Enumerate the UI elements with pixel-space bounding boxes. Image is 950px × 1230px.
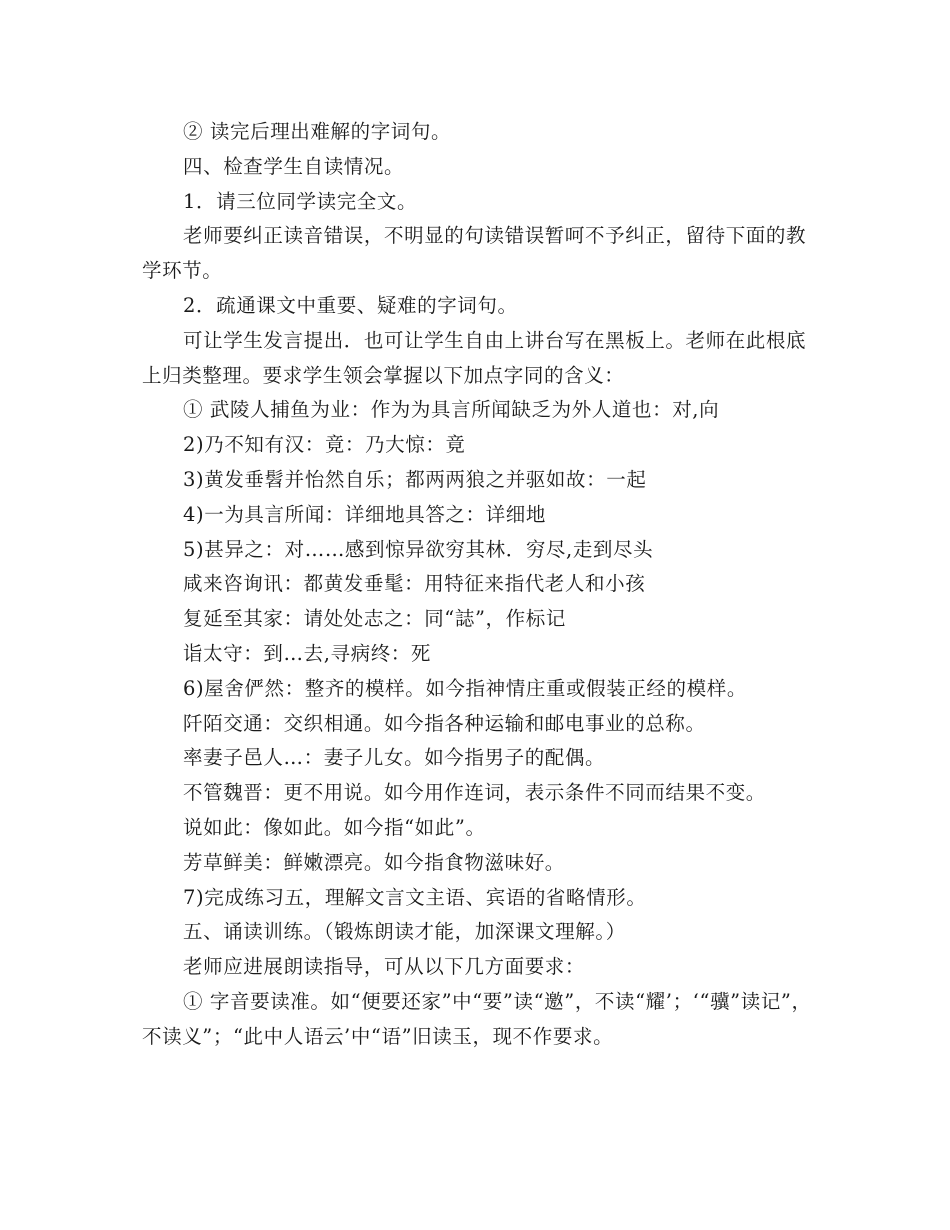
paragraph: 5)甚异之：对……感到惊异欲穷其林．穷尽,走到尽头 [183, 537, 654, 561]
paragraph: 五、诵读训练。（锻炼朗读才能，加深课文理解。） [183, 920, 626, 944]
paragraph: 3)黄发垂髫并怡然自乐；都两两狼之并驱如故：一起 [183, 467, 647, 491]
paragraph: 四、检查学生自读情况。 [183, 154, 405, 178]
paragraph: 老师应进展朗读指导，可从以下几方面要求： [183, 955, 586, 979]
paragraph: 2)乃不知有汉：竟：乃大惊：竟 [183, 433, 466, 457]
paragraph: 2．疏通课文中重要、疑难的字词句。 [183, 293, 518, 317]
paragraph: 诣太守：到…去,寻病终：死 [183, 641, 431, 665]
document-body [142, 115, 822, 1055]
paragraph: 阡陌交通：交织相通。如今指各种运输和邮电事业的总称。 [183, 711, 706, 735]
paragraph: 芳草鲜美：鲜嫩漂亮。如今指食物滋味好。 [183, 850, 565, 874]
paragraph: ② 读完后理出难解的字词句。 [183, 120, 452, 143]
paragraph: 可让学生发言提出．也可让学生自由上讲台写在黑板上。老师在此根底上归类整理。要求学生领会掌握以下加点字同的含义： [142, 328, 807, 387]
paragraph: 咸来咨询讯：都黄发垂髦：用特征来指代老人和小孩 [183, 572, 646, 596]
paragraph: 率妻子邑人…：妻子儿女。如今指男子的配偶。 [183, 746, 606, 770]
paragraph: ① 武陵人捕鱼为业：作为为具言所闻缺乏为外人道也：对,向 [183, 398, 720, 422]
paragraph: 1．请三位同学读完全文。 [183, 189, 418, 213]
paragraph: 7)完成练习五，理解文言文主语、宾语的省略情形。 [183, 885, 647, 909]
paragraph: 老师要纠正读音错误，不明显的句读错误暂呵不予纠正，留待下面的教学环节。 [142, 224, 807, 283]
paragraph: 6)屋舍俨然：整齐的模样。如今指神情庄重或假装正经的模样。 [183, 676, 747, 700]
paragraph: ① 字音要读准。如“便要还家”中“要”读“邀”，不读“耀’；‘“骥”读记”，不读义”；“此中人语云’中“语”旧读玉，现不作要求。 [142, 989, 812, 1048]
paragraph: 4)一为具言所闻：详细地具答之：详细地 [183, 502, 546, 526]
paragraph: 不管魏晋：更不用说。如今用作连词，表示条件不同而结果不变。 [183, 781, 766, 805]
paragraph: 复延至其家：请处处志之：同“誌”，作标记 [183, 607, 566, 631]
paragraph: 说如此：像如此。如今指“如此”。 [183, 815, 486, 839]
